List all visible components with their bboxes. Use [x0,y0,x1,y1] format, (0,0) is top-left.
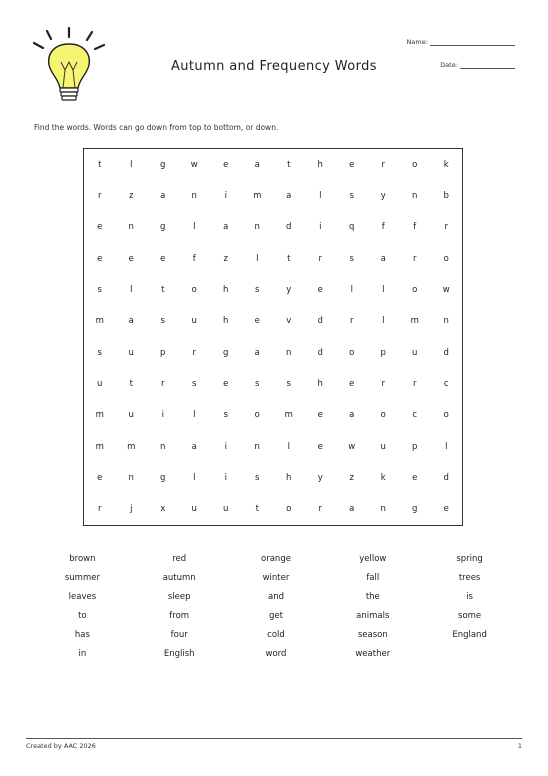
grid-letter[interactable]: n [254,222,260,233]
grid-letter[interactable]: e [97,472,103,483]
grid-letter[interactable]: i [224,441,227,452]
grid-letter[interactable]: a [254,347,260,358]
grid-letter[interactable]: p [160,347,166,358]
grid-letter[interactable]: a [191,441,197,452]
grid-letter[interactable]: m [95,410,104,421]
word-bank-item: leaves [68,592,97,602]
grid-letter[interactable]: r [381,159,385,170]
letter-grid [84,149,462,525]
grid-letter[interactable]: t [255,504,259,515]
grid-letter[interactable]: h [317,378,323,389]
grid-letter[interactable]: h [286,472,292,483]
grid-letter[interactable]: r [98,504,102,515]
grid-letter[interactable]: m [95,316,104,327]
grid-letter[interactable]: e [349,378,355,389]
grid-letter[interactable]: o [380,410,386,421]
grid-letter[interactable]: m [95,441,104,452]
grid-letter[interactable]: o [443,410,449,421]
grid-letter[interactable]: f [413,222,417,233]
grid-letter[interactable]: r [381,378,385,389]
grid-letter[interactable]: a [254,159,260,170]
grid-letter[interactable]: s [160,316,165,327]
grid-letter[interactable]: k [380,472,386,483]
grid-letter[interactable]: l [130,159,133,170]
word-bank-item: brown [69,554,96,564]
grid-letter[interactable]: g [412,504,418,515]
grid-letter[interactable]: i [224,472,227,483]
grid-letter[interactable]: t [287,253,291,264]
grid-letter[interactable]: y [286,284,292,295]
grid-letter[interactable]: n [160,441,166,452]
grid-letter[interactable]: t [287,159,291,170]
grid-letter[interactable]: s [97,347,102,358]
grid-letter[interactable]: n [128,222,134,233]
grid-letter[interactable]: s [255,284,260,295]
grid-letter[interactable]: m [410,316,419,327]
grid-letter[interactable]: n [128,472,134,483]
grid-letter[interactable]: p [380,347,386,358]
word-bank-item: spring [456,554,483,564]
grid-letter[interactable]: n [443,316,449,327]
word-bank-item: English [163,649,195,659]
word-bank-item: and [267,592,284,602]
word-bank-item: the [365,592,380,602]
grid-letter[interactable]: z [349,472,354,483]
word-bank-item: winter [262,573,290,583]
grid-letter[interactable]: s [349,253,354,264]
grid-letter[interactable]: l [193,222,196,233]
grid-letter[interactable]: a [380,253,386,264]
page-title: Autumn and Frequency Words [171,59,377,74]
word-bank-item: word [265,649,287,659]
grid-letter[interactable]: a [286,190,292,201]
grid-letter[interactable]: r [192,347,196,358]
grid-letter[interactable]: s [286,378,291,389]
grid-letter[interactable]: l [193,472,196,483]
word-bank-item: England [452,630,487,640]
grid-letter[interactable]: e [317,410,323,421]
grid-letter[interactable]: m [127,441,136,452]
grid-letter[interactable]: w [190,159,198,170]
grid-letter[interactable]: i [319,222,322,233]
grid-letter[interactable]: e [443,504,449,515]
word-bank-item: red [172,554,187,564]
grid-letter[interactable]: u [191,504,197,515]
grid-letter[interactable]: l [256,253,259,264]
word-bank-item: from [169,611,190,621]
grid-letter[interactable]: i [161,410,164,421]
grid-letter[interactable]: l [319,190,322,201]
word-bank-item: is [466,592,473,602]
grid-letter[interactable]: s [255,472,260,483]
grid-letter[interactable]: r [98,190,102,201]
grid-letter[interactable]: d [443,472,449,483]
grid-letter[interactable]: f [192,253,196,264]
grid-letter[interactable]: l [382,284,385,295]
word-bank-item: has [74,630,90,640]
grid-letter[interactable]: r [413,378,417,389]
grid-letter[interactable]: e [223,159,229,170]
grid-letter[interactable]: h [223,316,229,327]
word-bank-item: yellow [359,554,387,564]
date-label: Date: [440,61,458,69]
grid-letter[interactable]: o [349,347,355,358]
name-label: Name: [406,38,428,46]
grid-letter[interactable]: s [192,378,197,389]
grid-letter[interactable]: o [412,159,418,170]
grid-letter[interactable]: l [382,316,385,327]
grid-letter[interactable]: n [380,504,386,515]
word-bank-item: trees [458,573,481,583]
grid-letter[interactable]: r [350,316,354,327]
word-bank-item: sleep [167,592,191,602]
grid-letter[interactable]: u [191,316,197,327]
word-bank-item: four [170,630,188,640]
grid-letter[interactable]: e [223,378,229,389]
grid-letter[interactable]: a [223,222,229,233]
grid-letter[interactable]: c [443,378,449,389]
grid-letter[interactable]: a [349,504,355,515]
grid-letter[interactable]: n [254,441,260,452]
grid-letter[interactable]: h [223,284,229,295]
grid-letter[interactable]: e [97,253,103,264]
grid-letter[interactable]: p [412,441,418,452]
grid-letter[interactable]: e [412,472,418,483]
word-bank-item: fall [366,573,380,583]
grid-letter[interactable]: s [255,378,260,389]
grid-letter[interactable]: l [287,441,290,452]
word-bank-item: orange [261,554,291,564]
grid-letter[interactable]: d [286,222,292,233]
grid-letter[interactable]: b [443,190,449,201]
word-bank-item: some [458,611,482,621]
instructions: Find the words. Words can go down from top to bottom, or down. [34,123,279,132]
grid-letter[interactable]: v [286,316,292,327]
grid-letter[interactable]: e [160,253,166,264]
grid-letter[interactable]: o [191,284,197,295]
word-bank [34,552,518,666]
grid-letter[interactable]: k [443,159,449,170]
grid-letter[interactable]: o [412,284,418,295]
grid-letter[interactable]: n [191,190,197,201]
grid-letter[interactable]: u [223,504,229,515]
grid-letter[interactable]: l [130,284,133,295]
grid-letter[interactable]: o [254,410,260,421]
grid-letter[interactable]: e [128,253,134,264]
grid-letter[interactable]: g [160,472,166,483]
word-bank-item: animals [356,611,390,621]
grid-letter[interactable]: u [380,441,386,452]
grid-letter[interactable]: d [317,347,323,358]
footer-credit: Created by AAC 2026 [26,742,96,750]
date-field[interactable] [440,61,515,69]
name-line [430,39,515,46]
grid-letter[interactable]: a [349,410,355,421]
grid-letter[interactable]: y [317,472,323,483]
date-line [460,62,515,69]
word-bank-item: in [78,649,87,659]
grid-letter[interactable]: m [284,410,293,421]
grid-letter[interactable]: u [128,347,134,358]
grid-letter[interactable]: g [160,159,166,170]
grid-letter[interactable]: e [97,222,103,233]
word-bank-item: autumn [162,573,196,583]
grid-letter[interactable]: l [445,441,448,452]
grid-letter[interactable]: a [160,190,166,201]
grid-letter[interactable]: e [317,441,323,452]
grid-letter[interactable]: s [97,284,102,295]
grid-letter[interactable]: r [318,504,322,515]
grid-letter[interactable]: e [317,284,323,295]
grid-letter[interactable]: g [223,347,229,358]
grid-letter[interactable]: u [412,347,418,358]
word-bank-item: cold [267,630,285,640]
grid-letter[interactable]: x [160,504,166,515]
word-bank-item: get [269,611,283,621]
name-field[interactable] [407,38,515,46]
grid-letter[interactable]: l [350,284,353,295]
grid-letter[interactable]: z [129,190,134,201]
grid-letter[interactable]: w [442,284,450,295]
grid-letter[interactable]: t [161,284,165,295]
page-number: 1 [517,742,522,750]
grid-letter[interactable]: f [381,222,385,233]
grid-letter[interactable]: r [161,378,165,389]
grid-letter[interactable]: t [129,378,133,389]
grid-letter[interactable]: n [286,347,292,358]
grid-letter[interactable]: g [160,222,166,233]
grid-letter[interactable]: i [224,190,227,201]
grid-letter[interactable]: m [253,190,262,201]
grid-letter[interactable]: z [223,253,228,264]
grid-letter[interactable]: w [348,441,356,452]
word-bank-item: weather [355,649,391,659]
word-bank-item: summer [64,573,100,583]
grid-letter[interactable]: s [223,410,228,421]
grid-letter[interactable]: r [413,253,417,264]
grid-letter[interactable]: l [193,410,196,421]
grid-letter[interactable]: e [254,316,260,327]
grid-letter[interactable]: j [130,504,133,515]
grid-letter[interactable]: c [412,410,418,421]
footer-divider [26,738,522,739]
grid-letter[interactable]: u [128,410,134,421]
grid-letter[interactable]: e [349,159,355,170]
grid-letter[interactable]: d [317,316,323,327]
word-search-grid [83,148,463,526]
grid-letter[interactable]: h [317,159,323,170]
grid-letter[interactable]: a [128,316,134,327]
grid-letter[interactable]: t [98,159,102,170]
grid-letter[interactable]: s [349,190,354,201]
word-bank-item: season [357,630,388,640]
grid-letter[interactable]: q [349,222,355,233]
grid-letter[interactable]: u [97,378,103,389]
grid-letter[interactable]: r [318,253,322,264]
grid-letter[interactable]: y [380,190,386,201]
grid-letter[interactable]: o [443,253,449,264]
grid-letter[interactable]: r [444,222,448,233]
grid-letter[interactable]: d [443,347,449,358]
word-bank-item: to [78,611,87,621]
grid-letter[interactable]: o [286,504,292,515]
grid-letter[interactable]: n [412,190,418,201]
